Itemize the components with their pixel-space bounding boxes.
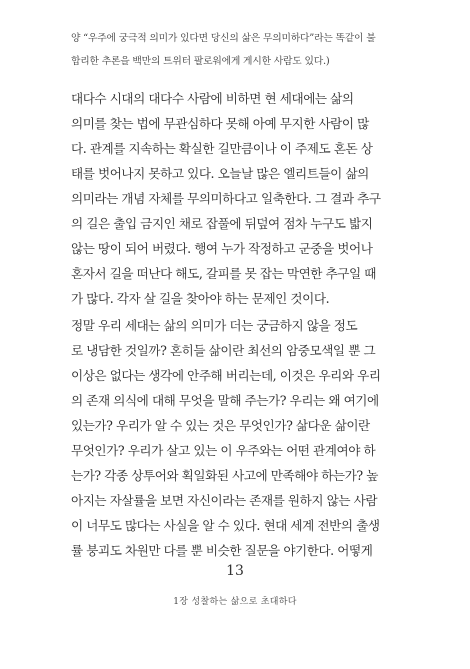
body-line: 의미라는 개념 자체를 무의미하다고 일축한다. 그 결과 추구 (71, 191, 381, 206)
body-line: 혼자서 길을 떠난다 해도, 갈피를 못 잡는 막연한 추구일 때 (71, 266, 376, 281)
body-line: 이 너무도 많다는 사실을 알 수 있다. 현대 세계 전반의 출생 (71, 518, 380, 533)
body-line: 는가? 각종 상투어와 획일화된 사고에 만족해야 하는가? 높 (71, 468, 378, 483)
body-line: 태를 벗어나지 못하고 있다. 오늘날 많은 엘리트들이 삶의 (71, 166, 369, 181)
quote-line-1: 양 “우주에 궁극적 의미가 있다면 당신의 삶은 무의미하다”라는 똑같이 불 (71, 33, 376, 44)
body-line: 의미를 찾는 법에 무관심하다 못해 아예 무지한 사람이 많 (71, 116, 369, 131)
body-line: 의 길은 출입 금지인 채로 잡풀에 뒤덮여 점차 누구도 밟지 (71, 216, 373, 231)
body-line: 아지는 자살률을 보면 자신이라는 존재를 원하지 않는 사람 (71, 493, 378, 508)
quote-line-2: 합리한 추론을 백만의 트위터 팔로워에게 게시한 사람도 있다.) (71, 56, 330, 67)
body-line: 있는가? 우리가 알 수 있는 것은 무엇인가? 삶다운 삶이란 (71, 418, 370, 433)
body-line: 무엇인가? 우리가 살고 있는 이 우주와는 어떤 관계여야 하 (71, 443, 376, 458)
body-line: 다. 관계를 지속하는 확실한 길만큼이나 이 주제도 혼돈 상 (71, 141, 373, 156)
body-line: 률 붕괴도 차원만 다를 뿐 비슷한 질문을 야기한다. 어떻게 (71, 543, 373, 558)
body-line: 않는 땅이 되어 버렸다. 행여 누가 작정하고 군중을 벗어나 (71, 241, 373, 256)
body-line: 의 존재 의식에 대해 무엇을 말해 주는가? 우리는 왜 여기에 (71, 393, 379, 408)
body-line: 로 냉담한 것일까? 혼히들 삶이란 최선의 암중모색일 뿐 그 (71, 343, 376, 358)
body-line: 가 많다. 각자 살 길을 찾아야 하는 문제인 것이다. (71, 291, 330, 306)
body-line: 이상은 없다는 생각에 안주해 버리는데, 이것은 우리와 우리 (71, 368, 381, 383)
body-line: 대다수 시대의 대다수 사람에 비하면 현 세대에는 삶의 (71, 91, 354, 106)
body-line: 정말 우리 세대는 삶의 의미가 더는 궁금하지 않을 정도 (71, 318, 358, 333)
page-number: 13 (226, 563, 244, 579)
chapter-footer: 1장 성찰하는 삶으로 초대하다 (173, 597, 297, 607)
